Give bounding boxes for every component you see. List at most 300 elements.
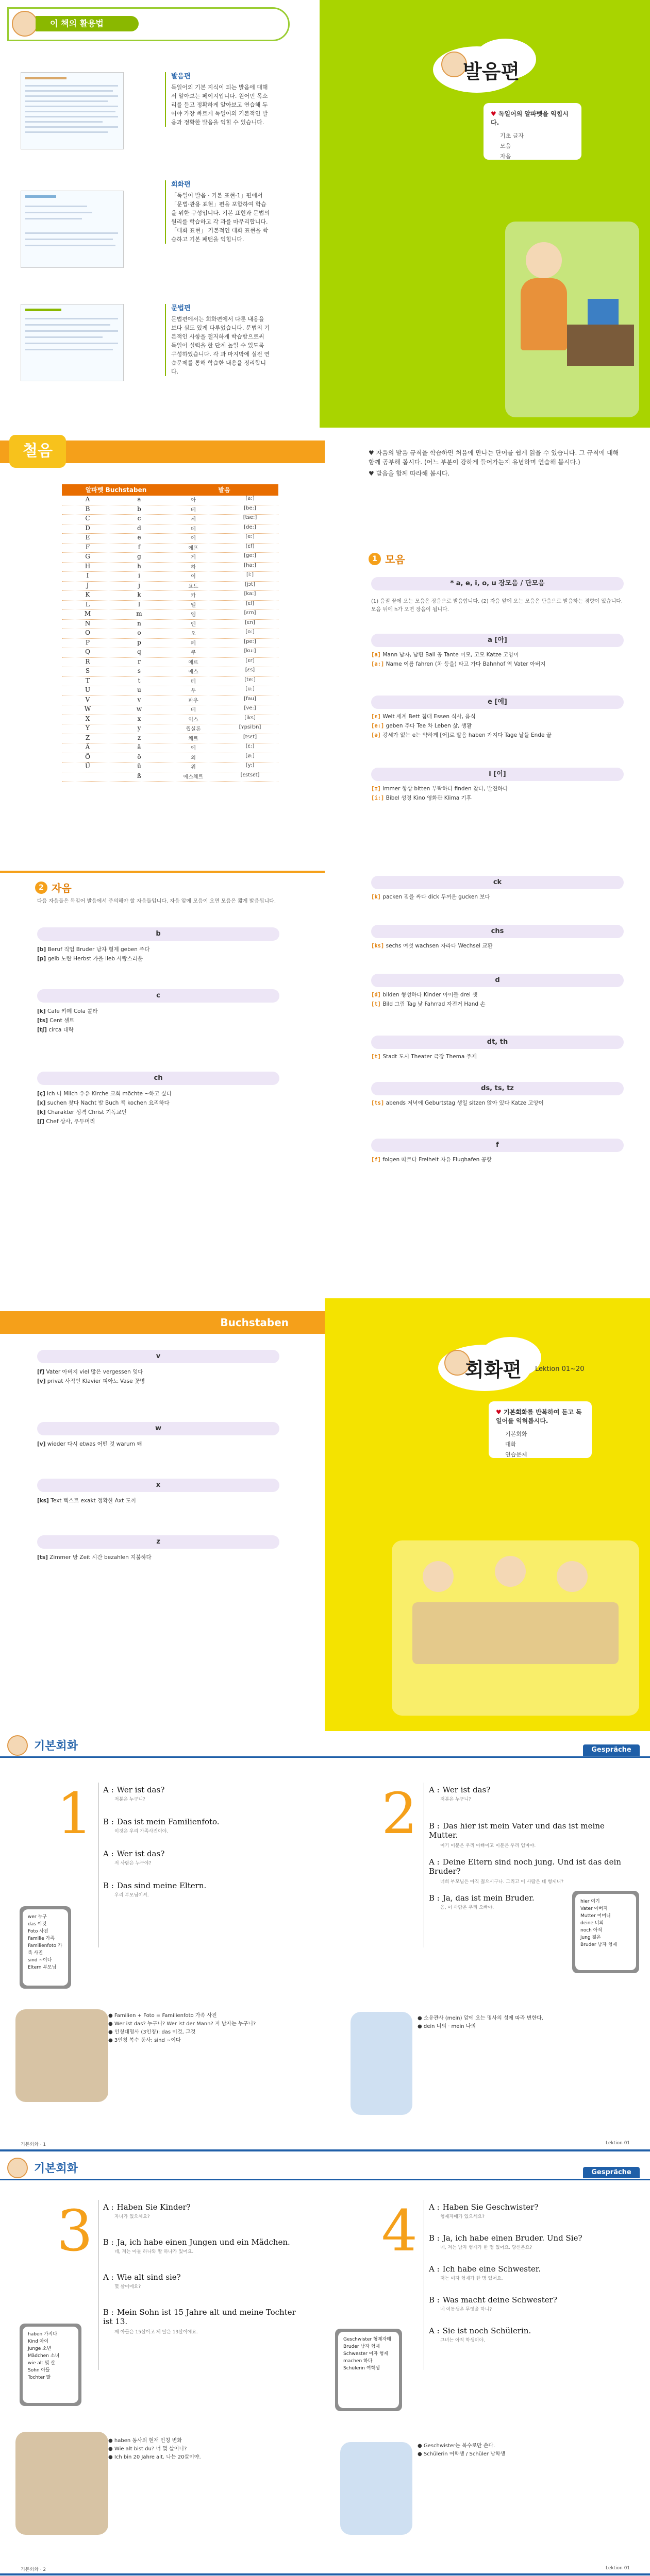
german-text: Ja, das ist mein Bruder.: [442, 1893, 535, 1903]
notes: [108, 2437, 314, 2462]
letter-upper: Ü: [85, 762, 91, 770]
table-row: [62, 534, 278, 544]
letter-lower: b: [137, 505, 141, 513]
example-line: [37, 1025, 279, 1035]
example-line: [37, 1098, 279, 1108]
desc-text: 「독일어 발음 · 기본 표현·1」편에서 「문법·관용 표현」편을 포함하여 학습을 위한 구성입니다. 기본 표현과 문법의 원리를 학습하고 각 과를 마무리합니다. 「대화 표현」 기본적인 대화 표현을 학습하고 기본 패턴을 익힙니다.: [171, 192, 270, 243]
desc-title: 발음편: [171, 73, 191, 80]
letter-name: [165, 553, 278, 562]
letter-lower: p: [137, 638, 141, 646]
dialog-line: [429, 1821, 630, 1840]
table-row: [62, 639, 278, 649]
letter-upper: P: [85, 638, 90, 646]
examples-ck: [371, 892, 624, 902]
letter-name-ko: 위: [191, 765, 196, 770]
dialog-line: [103, 1785, 304, 1794]
spread-intro: [0, 0, 650, 428]
example-text: packen 짐을 싸다 dick 두꺼운 gucken 보다: [382, 894, 490, 900]
letter-ipa: [ɛf]: [245, 543, 255, 549]
korean-translation: 자녀가 있으세요?: [114, 2214, 150, 2219]
vocab-box: [23, 2327, 78, 2403]
letter-name-ko: 페: [191, 640, 196, 647]
desc-title: 문법편: [171, 304, 191, 312]
letter-ipa: [ɛs]: [245, 667, 255, 673]
letter-name: [165, 620, 278, 629]
note-line: [108, 2453, 314, 2462]
examples-a: [371, 650, 624, 669]
phoneme-tag: [ə]: [371, 732, 381, 738]
vocab-item: Familie 가족: [28, 1936, 55, 1941]
vocab-item: noch 아직: [580, 1928, 603, 1933]
examples-z: [37, 1553, 279, 1562]
letter-name: [165, 610, 278, 619]
examples-f: [371, 1155, 624, 1164]
desc-text: 독일어의 기본 지식이 되는 발음에 대해서 알아보는 페이지입니다. 원어민 목소리를 듣고 정확하게 알아보고 연습해 두어야 가장 빠르게 독일어의 기본적인 발음과 정확한 발음을 익힐 수 있습니다.: [171, 84, 268, 126]
intro-text: ♥ 자음의 발음 규칙을 학습하면 처음에 만나는 단어를 쉽게 읽을 수 있습니다. 그 규칙에 대해 함께 공부해 봅시다. (어느 부분이 강하게 들어가는지 유념하며 연습해 봅시다.): [369, 449, 619, 466]
pron-box: [484, 103, 581, 160]
german-text: Ich habe eine Schwester.: [442, 2264, 541, 2274]
letter-ipa: [fau]: [244, 696, 256, 702]
teacher-illustration: [505, 222, 639, 417]
vocab-item: Schwester 여자 형제: [343, 2351, 389, 2357]
letter-lower: q: [137, 648, 141, 655]
speaker-label: A :: [429, 2326, 440, 2335]
example-text: Cafe 카페 Cola 콜라: [47, 1008, 98, 1014]
phoneme-tag: [i:]: [371, 795, 385, 801]
header-cell: 알파벳 Buchstaben: [85, 486, 147, 494]
vocab-item: wer 누구: [28, 1914, 47, 1920]
couple-illustration: [351, 2012, 412, 2115]
table-row: [62, 743, 278, 753]
bullet-icon: ●: [108, 2438, 114, 2444]
intro-text: ♥ 발음을 함께 따라해 봅시다.: [369, 470, 450, 477]
example-text: Welt 세계 Bett 침대 Essen 식사, 음식: [382, 714, 476, 720]
letter-ipa: [ʏpsilɔn]: [239, 724, 261, 730]
speaker-label: A :: [103, 2202, 114, 2212]
letter-name: [165, 772, 278, 782]
letter-name: [165, 734, 278, 743]
dialog-line: [103, 2202, 304, 2212]
examples-ch: [37, 1089, 279, 1126]
korean-translation: 저분은 누구니?: [440, 1797, 471, 1802]
korean-translation: 너희 부모님은 아직 젊으시구나. 그리고 이 사람은 네 형제니?: [440, 1879, 564, 1885]
dialog-logo: 기본회화: [34, 2162, 78, 2175]
speaker-label: B :: [103, 2238, 114, 2247]
phoneme-tag: [ts]: [37, 1018, 48, 1024]
letter-lower: j: [138, 581, 140, 589]
letter-lower: n: [137, 619, 141, 627]
table-row: [62, 762, 278, 772]
example-line: [371, 793, 624, 803]
korean-translation: 여기 이분은 우리 아빠이고 이분은 우리 엄마야.: [440, 1843, 536, 1849]
example-line: [37, 1553, 279, 1562]
table-row: [62, 572, 278, 582]
letter-lower: g: [137, 553, 141, 560]
spread-alphabet: [0, 428, 650, 871]
letter-name-ko: 게: [191, 555, 196, 561]
letter-name: [165, 658, 278, 667]
example-line: [37, 1117, 279, 1126]
letter-name: [165, 534, 278, 543]
letter-lower: o: [137, 629, 141, 636]
letter-ipa: [tse:]: [243, 515, 257, 520]
examples-e: [371, 712, 624, 740]
pron-item: 모음: [500, 143, 511, 149]
bullet-icon: ●: [108, 2029, 114, 2035]
examples-w: [37, 1439, 279, 1449]
letter-ipa: [ve:]: [244, 705, 256, 711]
german-text: Das ist mein Familienfoto.: [116, 1817, 220, 1826]
german-text: Wer ist das?: [116, 1785, 165, 1794]
korean-translation: 네, 저는 아들 하나와 딸 하나가 있어요.: [114, 2249, 194, 2255]
example-text: gelb 노란 Herbst 가을 lieb 사랑스러운: [47, 956, 143, 962]
pill-d: d: [371, 974, 624, 987]
phoneme-tag: [d]: [371, 992, 381, 998]
letter-lower: a: [137, 496, 141, 503]
gesprache-tag: Gespräche: [583, 1744, 640, 1756]
phoneme-tag: [f]: [371, 1157, 381, 1163]
page-footer: Lektion 01: [606, 2141, 630, 2146]
letter-upper: L: [86, 600, 90, 608]
example-line: [37, 1439, 279, 1449]
speaker-label: A :: [103, 1785, 114, 1794]
letter-upper: D: [85, 524, 90, 532]
example-line: [371, 721, 624, 731]
bullet-icon: ●: [418, 2443, 424, 2449]
vocab-item: Bruder 남자 형제: [580, 1942, 618, 1947]
pill-v: v: [37, 1350, 279, 1363]
howto-banner: [7, 7, 290, 41]
table-row: [62, 772, 278, 782]
german-text: Wie alt sind sie?: [116, 2273, 181, 2282]
dialog-line: [103, 1817, 304, 1826]
letter-ipa: [ge:]: [244, 553, 256, 558]
german-text: Mein Sohn ist 15 Jahre alt und meine Tochter ist 13.: [103, 2308, 296, 2326]
letter-upper: Y: [86, 724, 90, 732]
examples-c: [37, 1007, 279, 1035]
phoneme-tag: [e:]: [371, 723, 385, 729]
dialog-number: 3: [57, 2198, 93, 2264]
example-text: immer 항상 bitten 부탁하다 finden 찾다, 발견하다: [382, 786, 508, 792]
letter-ipa: [te:]: [244, 676, 256, 683]
example-line: [37, 1108, 279, 1117]
letter-name-ko: 하: [191, 564, 196, 570]
bullet-icon: ●: [418, 2015, 424, 2021]
letter-upper: S: [85, 667, 90, 674]
vowel-note: (1) 음절 끝에 오는 모음은 장음으로 발음합니다. (2) 자음 앞에 오는 모음은 단음으로 발음하는 경향이 있습니다. 모음 뒤에 h가 오면 장음이 됩니다.: [371, 599, 623, 613]
vocab-item: Vater 아버지: [580, 1906, 608, 1911]
page-consonants-1: [0, 876, 325, 1293]
letter-ipa: [tsɛt]: [243, 734, 257, 740]
vocab-box: [575, 1894, 636, 1970]
example-text: Mann 남자, 남편 Ball 공 Tante 이모, 고모 Katze 고양이: [382, 652, 519, 658]
letter-name-ko: 체트: [188, 736, 198, 742]
korean-translation: 그녀는 아직 학생이야.: [440, 2338, 485, 2343]
letter-name-ko: 베: [191, 507, 196, 513]
table-row: [62, 553, 278, 563]
vocab-item: sind ~이다: [28, 1958, 52, 1963]
note-text: Wie alt bist du? 너 몇 살이니?: [114, 2446, 187, 2452]
letter-name: [165, 524, 278, 534]
letter-ipa: [a:]: [245, 496, 255, 501]
letter-lower: r: [138, 657, 141, 665]
example-text: Cent 센트: [49, 1018, 75, 1024]
letter-lower: f: [138, 543, 141, 551]
letter-name-ko: 데: [191, 526, 196, 532]
phoneme-tag: [a:]: [371, 661, 385, 667]
table-row: [62, 734, 278, 744]
pill-a: a [아]: [371, 634, 624, 647]
phoneme-tag: [ks]: [37, 1498, 49, 1504]
dialog-line: [429, 2326, 630, 2335]
letter-name-ko: 테: [191, 679, 196, 685]
page-footer: Lektion 01: [606, 2566, 630, 2571]
letter-name: [165, 515, 278, 524]
note-line: [108, 2012, 314, 2020]
letter-name-ko: 우: [191, 688, 196, 694]
example-text: Chef 상사, 우두머리: [46, 1118, 95, 1125]
letter-upper: Ä: [85, 743, 90, 751]
example-line: [371, 1052, 624, 1061]
thumb-grammar: [21, 304, 124, 381]
letter-ipa: [de:]: [244, 524, 256, 530]
letter-lower: d: [137, 524, 141, 532]
example-text: Beruf 직업 Bruder 남자 형제 geben 주다: [47, 946, 150, 953]
example-line: [37, 1016, 279, 1025]
examples-ds: [371, 1098, 624, 1108]
vocab-item: haben 가지다: [28, 2332, 58, 2337]
letter-name-ko: 외: [191, 755, 196, 761]
phoneme-tag: [v]: [37, 1441, 46, 1447]
examples-b: [37, 945, 279, 963]
speaker-label: A :: [103, 2273, 114, 2282]
example-line: [371, 650, 624, 659]
table-row: [62, 582, 278, 591]
speaker-label: B :: [429, 1821, 440, 1831]
note-text: 소유관사 (mein) 앞에 오는 명사의 성에 따라 변한다.: [423, 2015, 544, 2021]
korean-translation: 네 여동생은 무엇을 하니?: [440, 2307, 492, 2312]
speaker-label: B :: [429, 1893, 440, 1903]
page-buchstaben: [0, 1298, 325, 1731]
dialog-number: 1: [57, 1781, 93, 1846]
siblings-illustration: [340, 2442, 412, 2535]
example-text: 강세가 없는 e는 약하게 [어]로 발음 haben 가지다 Tage 날들 Ende 끝: [382, 732, 552, 738]
table-row: [62, 715, 278, 725]
example-text: Bibel 성경 Kino 영화관 Klima 기후: [386, 795, 472, 801]
german-text: Wer ist das?: [116, 1849, 165, 1858]
example-text: Stadt 도시 Theater 극장 Thema 주제: [382, 1054, 477, 1060]
letter-lower: c: [137, 515, 141, 522]
example-text: ich 나 Milch 우유 Kirche 교회 möchte ~하고 싶다: [47, 1091, 172, 1097]
table-row: [62, 544, 278, 553]
letter-name-ko: 쿠: [191, 650, 196, 656]
bullet-icon: ●: [108, 2021, 114, 2027]
dialog-line: [103, 2308, 304, 2326]
letter-name-ko: 윕실론: [186, 726, 201, 732]
vocab-item: Bruder 남자 형제: [343, 2344, 380, 2349]
table-row: [62, 677, 278, 687]
letter-upper: C: [85, 515, 90, 522]
pill-e: e [에]: [371, 696, 624, 709]
family-photo-illustration: [15, 2009, 108, 2102]
spread-dialog-2: [0, 2154, 650, 2576]
example-text: bilden 형성하다 Kinder 아이들 drei 셋: [382, 992, 478, 998]
vocab-item: deine 너의: [580, 1921, 604, 1926]
table-row: [62, 629, 278, 639]
desc-title: 회화편: [171, 181, 191, 189]
page-alphabet: [0, 428, 325, 871]
dialog-logo: 기본회화: [34, 1740, 78, 1753]
vocab-item: Mutter 어머니: [580, 1913, 611, 1919]
letter-name: [165, 696, 278, 705]
letter-lower: l: [138, 600, 140, 608]
note-text: dein 너의 · mein 나의: [423, 2024, 476, 2029]
example-text: abends 저녁에 Geburtstag 생일 sitzen 앉아 있다 Katze 고양이: [386, 1100, 544, 1106]
letter-ipa: [jɔt]: [245, 581, 255, 587]
bullet-icon: ●: [108, 2038, 114, 2043]
vocab-item: Sohn 아들: [28, 2368, 50, 2373]
conv-item: 연습문제: [505, 1451, 527, 1458]
table-row: [62, 658, 278, 668]
letter-upper: O: [85, 629, 90, 636]
korean-translation: 형제자매가 있으세요?: [440, 2214, 485, 2219]
pill-dt: dt, th: [371, 1036, 624, 1049]
letter-name: [165, 743, 278, 753]
pill-ds: ds, ts, tz: [371, 1082, 624, 1095]
thumb-pronunciation: [21, 72, 124, 149]
page-consonants-2: [325, 876, 650, 1293]
german-text: Wer ist das?: [442, 1785, 491, 1794]
note-line: [108, 2028, 314, 2037]
conv-title: 회화편: [465, 1359, 522, 1381]
notes: [418, 2014, 634, 2031]
letter-name: [165, 496, 278, 505]
letter-ipa: [ka:]: [244, 591, 256, 597]
letter-name: [165, 639, 278, 648]
examples-x: [37, 1496, 279, 1505]
example-line: [371, 712, 624, 721]
example-text: sechs 여섯 wachsen 자라다 Wechsel 교환: [386, 943, 493, 949]
letter-ipa: [o:]: [245, 629, 255, 635]
dialog-line: [103, 2273, 304, 2282]
conv-box: [489, 1401, 592, 1458]
pill-x: x: [37, 1479, 279, 1492]
vocab-item: Familienfoto 가족 사진: [28, 1943, 62, 1956]
bullet-icon: ●: [108, 2446, 114, 2452]
speaker-label: B :: [429, 2233, 440, 2243]
letter-name-ko: 베: [191, 707, 196, 713]
desc-block-1: [165, 72, 271, 127]
bullet-icon: ●: [108, 2013, 114, 2019]
letter-upper: Q: [85, 648, 90, 655]
note-text: Geschwister는 복수로만 쓴다.: [423, 2443, 495, 2449]
vocab-item: Schülerin 여학생: [343, 2366, 380, 2371]
pill-w: w: [37, 1422, 279, 1435]
letter-lower: m: [136, 610, 142, 617]
dialog-line: [429, 1857, 630, 1876]
bullet-icon: ●: [108, 2454, 114, 2460]
letter-name-ko: 익스: [188, 717, 198, 723]
example-text: geben 주다 Tee 차 Leben 삶, 생활: [386, 723, 472, 729]
letter-ipa: [i:]: [246, 572, 254, 578]
table-header: [62, 484, 278, 496]
vocab-item: jung 젊은: [580, 1935, 601, 1940]
letter-lower: ß: [137, 772, 141, 779]
page-footer: 기본회화 · 2: [21, 2567, 46, 2572]
example-line: [37, 954, 279, 963]
note-text: Ich bin 20 Jahre alt. 나는 20살이야.: [114, 2454, 201, 2460]
dialog-line: [103, 1849, 304, 1858]
speaker-label: A :: [429, 1857, 440, 1867]
letter-name: [165, 629, 278, 638]
note-text: haben 동사의 현재 인칭 변화: [114, 2438, 182, 2444]
friends-illustration: [392, 1540, 639, 1716]
letter-name: [165, 648, 278, 657]
letter-name: [165, 667, 278, 676]
letter-name-ko: 에스: [188, 669, 198, 675]
letter-name: [165, 715, 278, 724]
phoneme-tag: [ç]: [37, 1091, 45, 1097]
pill-z: z: [37, 1535, 279, 1549]
vocab-item: machen 하다: [343, 2359, 373, 2364]
pill-ck: ck: [371, 876, 624, 889]
letter-lower: ä: [137, 743, 141, 751]
phoneme-tag: [t]: [371, 1001, 381, 1007]
german-text: Ja, ich habe einen Jungen und ein Mädchen.: [116, 2238, 290, 2247]
page-footer: 기본회화 · 1: [21, 2142, 46, 2147]
dialog-line: [429, 2233, 630, 2243]
letter-upper: F: [85, 543, 90, 551]
examples-dt: [371, 1052, 624, 1061]
korean-translation: 저는 여자 형제가 한 명 있어요.: [440, 2276, 503, 2281]
table-row: [62, 724, 278, 734]
letter-name: [165, 563, 278, 572]
consonant-heading: 2 자음: [35, 880, 72, 895]
note-line: [418, 2023, 634, 2031]
example-text: Charakter 성격 Christ 기독교인: [47, 1109, 127, 1115]
letter-name-ko: 에스체트: [183, 774, 204, 780]
example-line: [371, 1098, 624, 1108]
letter-ipa: [be:]: [244, 505, 256, 511]
speaker-label: B :: [429, 2295, 440, 2304]
page-vowels: [325, 428, 650, 871]
speaker-label: A :: [429, 2202, 440, 2212]
dialog-number: 2: [381, 1781, 418, 1846]
spread-consonants: [0, 871, 650, 1298]
letter-upper: [62, 772, 113, 782]
example-text: circa 대략: [48, 1027, 74, 1033]
pron-title: 발음편: [463, 60, 520, 83]
letter-upper: W: [84, 705, 91, 713]
letter-upper: T: [85, 676, 90, 684]
speaker-label: A :: [429, 1785, 440, 1794]
example-text: Name 이름 fahren (차 등을) 타고 가다 Bahnhof 역 Vater 아버지: [386, 661, 546, 667]
letter-upper: U: [85, 686, 91, 693]
letter-name-ko: 파우: [188, 698, 198, 704]
pron-item: 기초 글자: [500, 132, 524, 139]
note-line: [108, 2445, 314, 2453]
letter-name-ko: 체: [191, 517, 196, 522]
letter-ipa: [ɛstsɛt]: [240, 772, 260, 778]
korean-translation: 이것은 우리 가족사진이야.: [114, 1829, 169, 1834]
letter-name-ko: 에프: [188, 545, 198, 551]
spread-conv-intro: [0, 1298, 650, 1731]
example-line: [371, 892, 624, 902]
examples-i: [371, 784, 624, 803]
bullet-icon: ●: [418, 2451, 424, 2457]
letter-upper: G: [85, 553, 90, 560]
desc-block-3: [165, 304, 271, 376]
